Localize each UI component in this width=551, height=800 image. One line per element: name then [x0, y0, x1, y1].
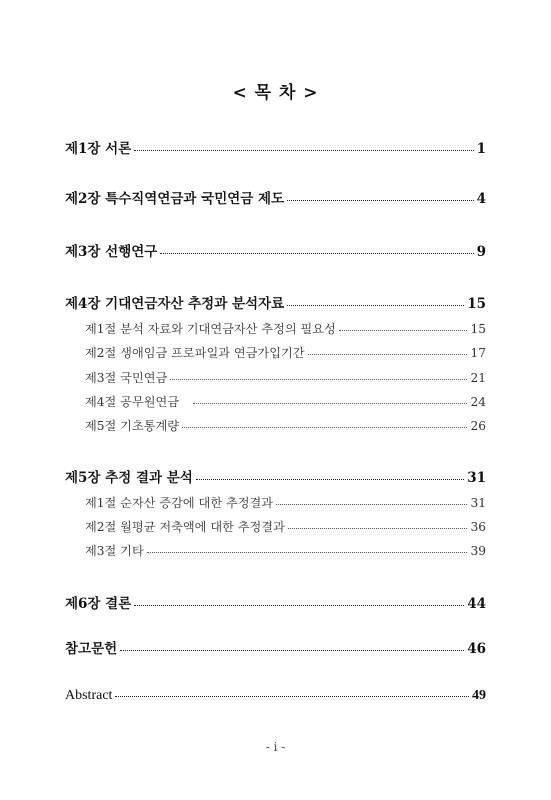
toc-entry-page: 1: [476, 141, 486, 157]
toc-entry-section-4-1[interactable]: [85, 320, 486, 337]
toc-entry-label: 제1절 분석 자료와 기대연금자산 추정의 필요성: [85, 322, 336, 336]
toc-entry-page: 46: [467, 641, 486, 657]
toc-entry-chapter-2[interactable]: [65, 187, 486, 207]
leader-dots: [134, 596, 464, 606]
toc-entry-chapter-4[interactable]: [65, 292, 486, 312]
toc-entry-label: Abstract: [65, 688, 113, 703]
toc-entry-page: 49: [472, 688, 486, 703]
leader-dots: [287, 296, 464, 306]
toc-entry-label: 제5장 추정 결과 분석: [65, 470, 193, 486]
toc-entry-label: 제4장 기대연금자산 추정과 분석자료: [65, 296, 285, 312]
toc-entry-page: 15: [470, 322, 486, 336]
leader-dots: [120, 641, 464, 651]
toc-title: < 목 차 >: [232, 83, 319, 103]
toc-entry-label: 참고문헌: [65, 641, 118, 657]
toc-entry-label: 제2절 생애임금 프로파일과 연금가입기간: [85, 346, 305, 360]
toc-entry-label: 제1장 서론: [65, 141, 132, 157]
toc-entry-page: 44: [467, 596, 486, 612]
toc-entry-page: 26: [470, 419, 486, 433]
toc-entry-page: 31: [467, 470, 486, 486]
toc-entry-page: 31: [470, 496, 486, 510]
toc-entry-chapter-3[interactable]: [65, 240, 486, 260]
toc-entry-page: 39: [470, 544, 486, 558]
leader-dots: [196, 470, 464, 480]
leader-dots: [339, 322, 468, 332]
toc-entry-page: 21: [470, 371, 486, 385]
toc-entry-label: 제3장 선행연구: [65, 244, 158, 260]
leader-dots: [288, 520, 468, 530]
toc-entry-page: 24: [470, 395, 486, 409]
toc-entry-chapter-5[interactable]: [65, 466, 486, 486]
toc-entry-page: 4: [476, 191, 486, 207]
toc-entry-references[interactable]: [65, 637, 486, 657]
toc-entry-section-5-3[interactable]: [85, 542, 486, 559]
toc-entry-label: 제3절 기타: [85, 544, 144, 558]
toc-entry-label: 제3절 국민연금: [85, 371, 168, 385]
toc-entry-label: 제1절 순자산 증감에 대한 추정결과: [85, 496, 274, 510]
toc-entry-section-4-5[interactable]: [85, 417, 486, 434]
toc-entry-abstract[interactable]: [65, 688, 486, 704]
page-number: - i -: [265, 740, 286, 754]
toc-entry-page: 9: [476, 244, 486, 260]
leader-dots: [134, 141, 473, 151]
toc-entry-label: 제6장 결론: [65, 596, 132, 612]
toc-entry-page: 36: [470, 520, 486, 534]
toc-entry-chapter-6[interactable]: [65, 592, 486, 612]
leader-dots: [182, 419, 467, 429]
leader-dots: [276, 496, 467, 506]
toc-entry-page: 17: [470, 346, 486, 360]
toc-entry-page: 15: [467, 296, 486, 312]
leader-dots: [193, 395, 467, 405]
toc-entry-section-4-4[interactable]: [85, 393, 486, 410]
leader-dots: [287, 191, 473, 201]
leader-dots: [160, 244, 473, 254]
leader-dots: [170, 371, 467, 381]
toc-entry-label: 제4절 공무원연금: [85, 395, 180, 409]
leader-dots: [115, 686, 469, 697]
toc-entry-label: 제2장 특수직역연금과 국민연금 제도: [65, 191, 285, 207]
toc-entry-section-4-2[interactable]: [85, 344, 486, 361]
leader-dots: [308, 346, 468, 356]
toc-entry-chapter-1[interactable]: [65, 137, 486, 157]
toc-entry-section-5-2[interactable]: [85, 518, 486, 535]
leader-dots: [147, 544, 468, 554]
toc-entry-section-5-1[interactable]: [85, 494, 486, 511]
toc-entry-label: 제5절 기초통계량: [85, 419, 180, 433]
toc-entry-section-4-3[interactable]: [85, 369, 486, 386]
toc-entry-label: 제2절 월평균 저축액에 대한 추정결과: [85, 520, 285, 534]
